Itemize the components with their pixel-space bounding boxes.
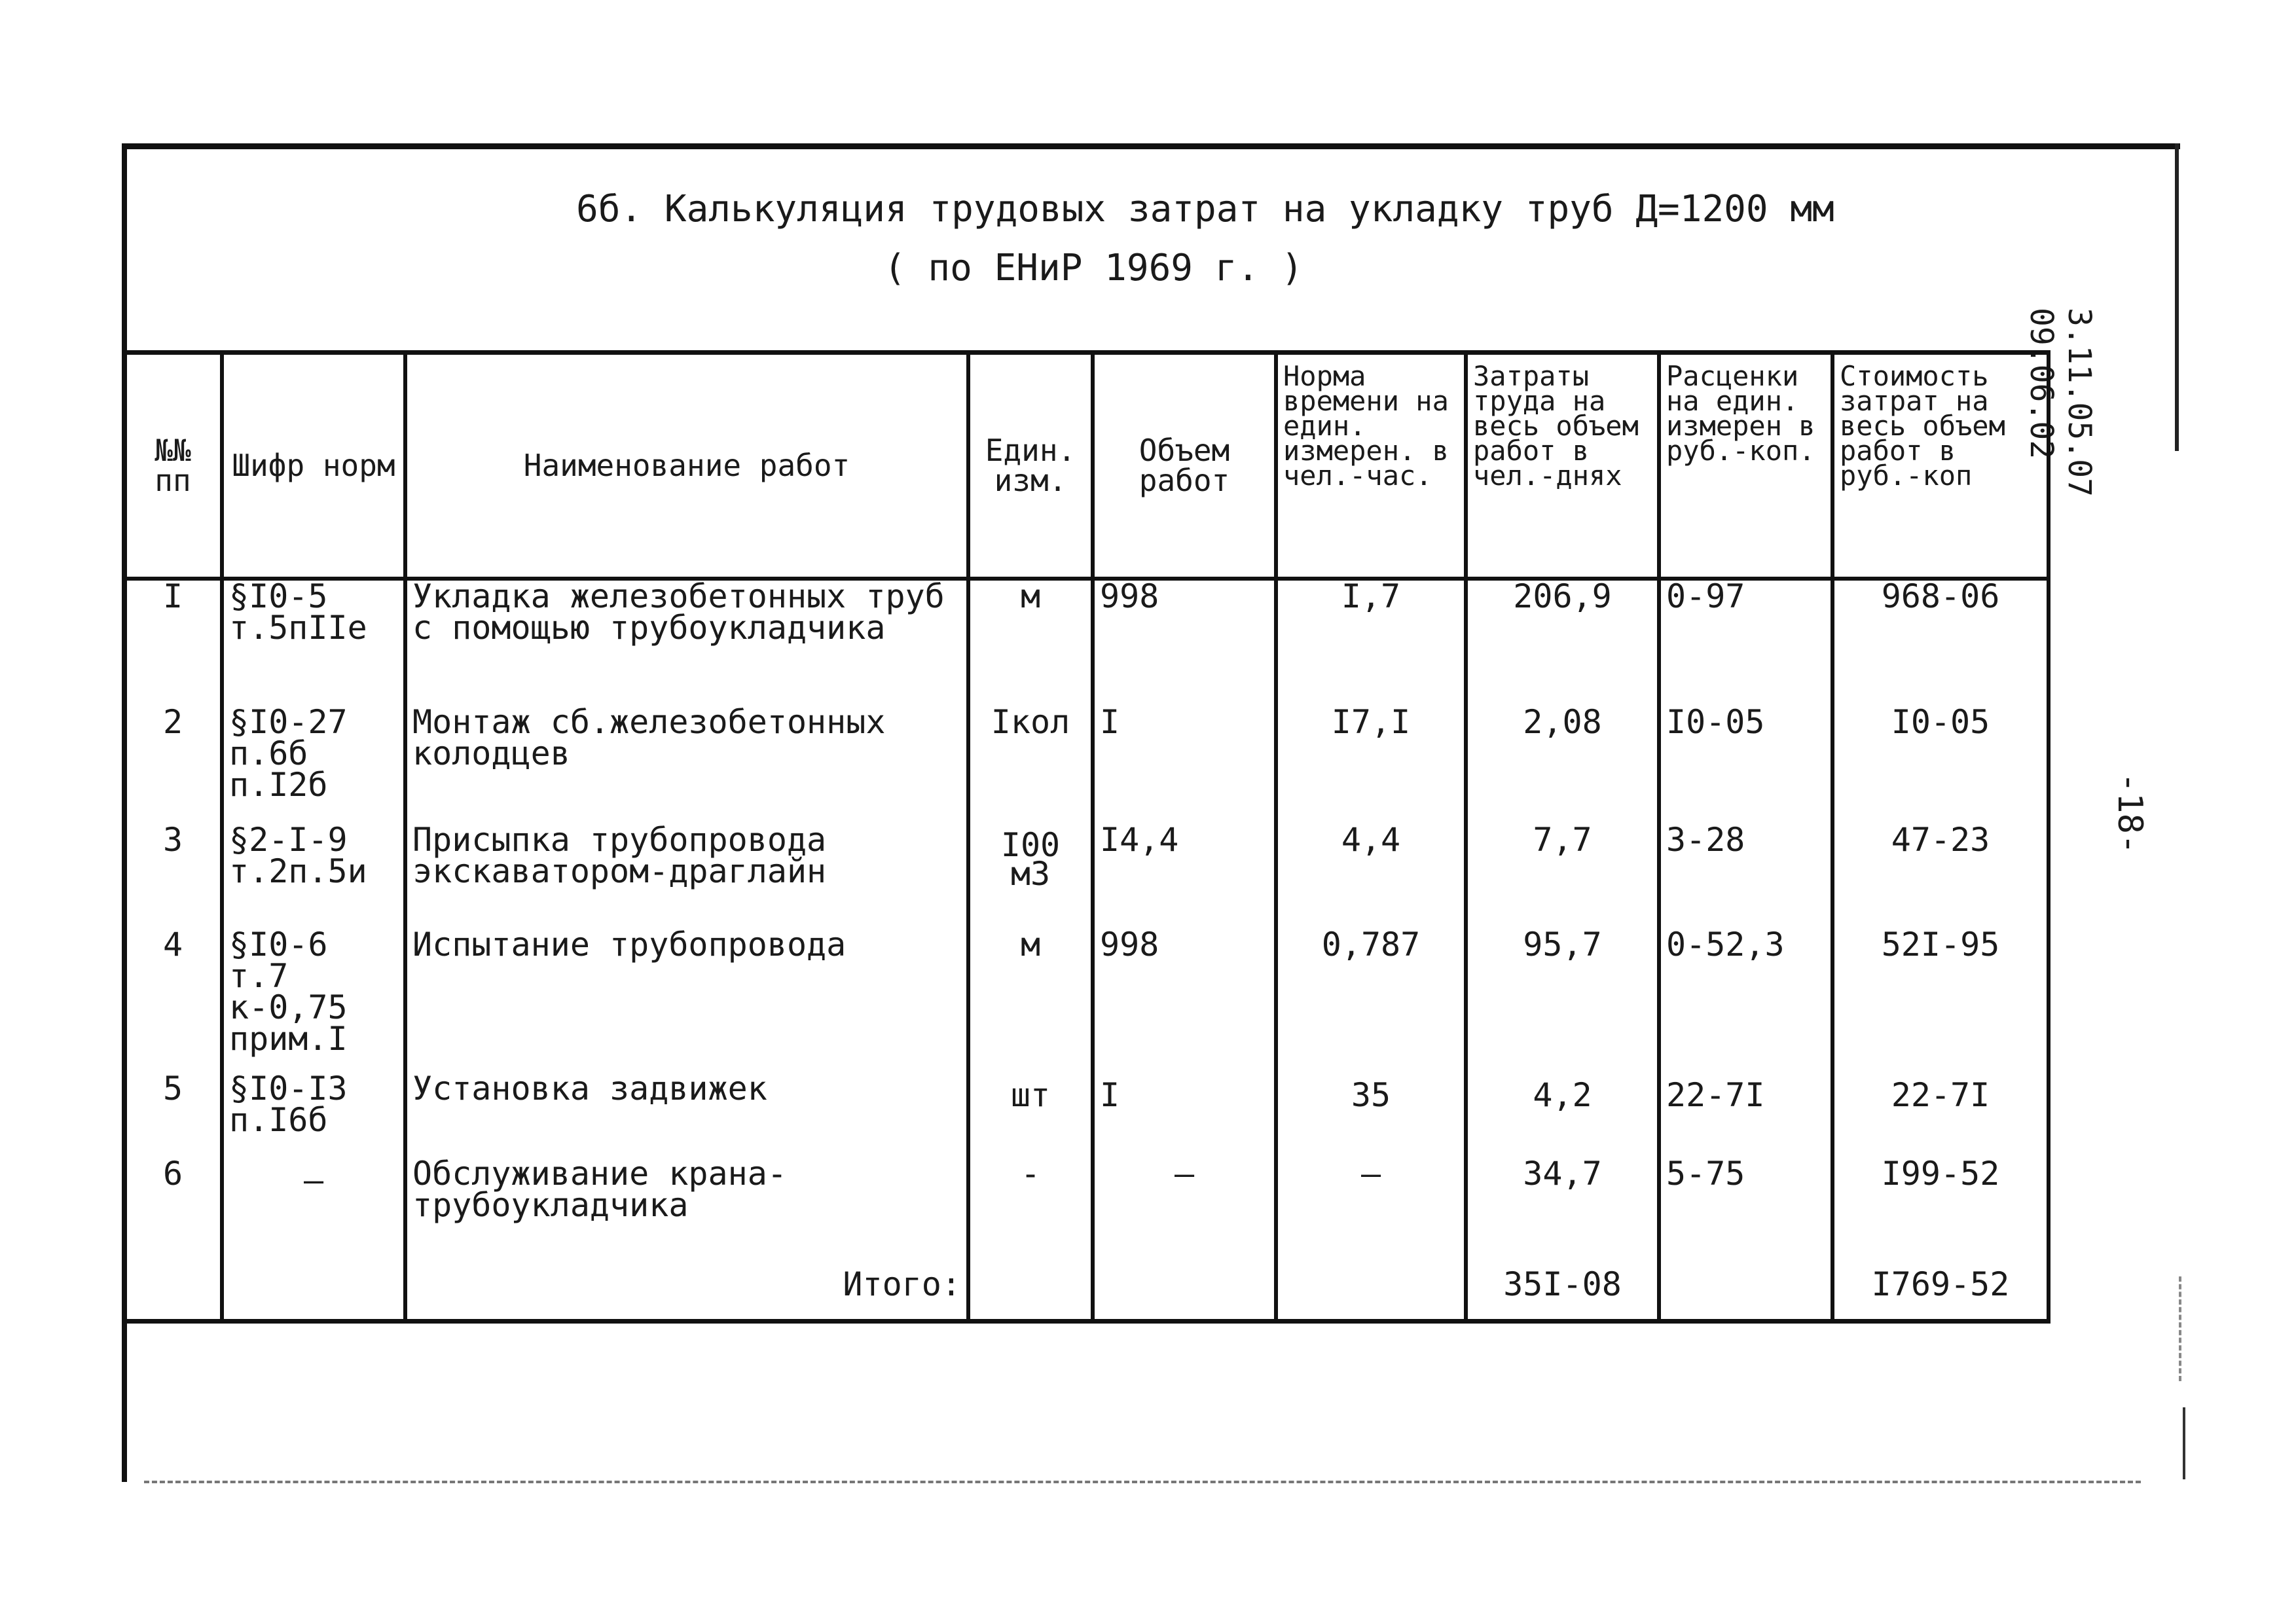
row-work-name [405, 1154, 968, 1259]
row-cost: I99-52 [1832, 1158, 2049, 1259]
row-volume: I [1093, 706, 1276, 824]
row-norm: I,7 [1276, 579, 1466, 706]
row-norm: 35 [1276, 1073, 1466, 1158]
frame-top-border [122, 143, 2180, 149]
row-norm: 0,787 [1276, 929, 1466, 1073]
header-name: Наименование работ [405, 353, 968, 579]
row-unit: шт [968, 1073, 1093, 1158]
row-cost: I0-05 [1832, 706, 2049, 824]
header-cost: Стоимость затрат на весь объем работ в руб.-коп [1832, 353, 2049, 579]
row-unit: Iкол [968, 706, 1093, 824]
row-labor: 95,7 [1466, 929, 1659, 1073]
side-code-line-1: 3.11.05.07 [2061, 308, 2098, 497]
row-number: I [124, 579, 222, 706]
row-rate: 3-28 [1659, 824, 1832, 929]
total-row [124, 1259, 2049, 1322]
row-cost: 52I-95 [1832, 929, 2049, 1073]
header-volume: Объем работ [1093, 353, 1276, 579]
row-work-name-text: Обслуживание крана-трубоукладчика [412, 1154, 787, 1224]
row-work-name: Присыпка трубопровода экскаватором-драглайн [405, 824, 968, 929]
row-code: §I0-I3 п.I6б [222, 1073, 405, 1158]
total-rate-empty [1659, 1259, 1832, 1322]
row-labor: 2,08 [1466, 706, 1659, 824]
row-cost: 47-23 [1832, 824, 2049, 929]
header-labor: Затраты труда на весь объем работ в чел.-днях [1466, 353, 1659, 579]
labor-calculation-table [122, 350, 2050, 1324]
side-code-line-2: 09.06.02 [2023, 308, 2060, 460]
row-volume: I4,4 [1093, 824, 1276, 929]
row-code: §I0-27 п.6б п.I2б [222, 706, 405, 824]
row-number: 4 [124, 929, 222, 1073]
row-cost: 22-7I [1832, 1073, 2049, 1158]
row-volume: I [1093, 1073, 1276, 1158]
table-row [124, 824, 2049, 929]
row-code: §I0-6 т.7 к-0,75 прим.I [222, 929, 405, 1073]
table-row [124, 1073, 2049, 1158]
row-work-name: Испытание трубопровода [405, 929, 968, 1073]
table-row [124, 579, 2049, 706]
row-unit: м [968, 929, 1093, 1073]
total-labor: 35I-08 [1466, 1259, 1659, 1322]
table-row [124, 1158, 2049, 1259]
row-norm: 4,4 [1276, 824, 1466, 929]
row-volume: 998 [1093, 929, 1276, 1073]
total-norm-empty [1276, 1259, 1466, 1322]
row-unit: м [968, 579, 1093, 706]
row-work-name: Укладка железобетонных труб с помощью трубоукладчика [405, 579, 968, 706]
frame-bottom-dashed-line [144, 1481, 2141, 1483]
header-code: Шифр норм [222, 353, 405, 579]
frame-right-border [2175, 143, 2179, 451]
total-code-empty [222, 1259, 405, 1322]
document-subtitle: ( по ЕНиР 1969 г. ) [884, 247, 1303, 289]
row-rate: 5-75 [1659, 1158, 1832, 1259]
row-labor: 7,7 [1466, 824, 1659, 929]
row-code: §2-I-9 т.2п.5и [222, 824, 405, 929]
row-rate: 0-52,3 [1659, 929, 1832, 1073]
header-norm: Норма времени на един. измерен. в чел.-час. [1276, 353, 1466, 579]
table-row [124, 706, 2049, 824]
row-code: — [222, 1158, 405, 1259]
row-labor: 34,7 [1466, 1158, 1659, 1259]
row-code: §I0-5 т.5пIIе [222, 579, 405, 706]
total-unit-empty [968, 1259, 1093, 1322]
row-work-name: Монтаж сб.железобетонных колодцев [405, 706, 968, 824]
row-unit: - [968, 1158, 1093, 1259]
header-rate: Расценки на един. измерен в руб.-коп. [1659, 353, 1832, 579]
row-labor: 206,9 [1466, 579, 1659, 706]
frame-right-dashed-line [2179, 1276, 2181, 1381]
total-cost: I769-52 [1832, 1259, 2049, 1322]
header-unit: Един. изм. [968, 353, 1093, 579]
row-rate: 0-97 [1659, 579, 1832, 706]
page-number: -18- [2110, 772, 2149, 855]
row-number: 3 [124, 824, 222, 929]
row-cost: 968-06 [1832, 579, 2049, 706]
document-title: 6б. Калькуляция трудовых затрат на укладку труб Д=1200 мм [576, 188, 1834, 230]
row-unit: I00 м3 [968, 824, 1093, 929]
total-label: Итого: [405, 1259, 968, 1322]
row-number: 2 [124, 706, 222, 824]
table-header-row [124, 353, 2049, 579]
row-rate: I0-05 [1659, 706, 1832, 824]
row-work-name: Установка задвижек [405, 1073, 968, 1158]
row-norm: I7,I [1276, 706, 1466, 824]
total-no-empty [124, 1259, 222, 1322]
row-number: 6 [124, 1158, 222, 1259]
row-number: 5 [124, 1073, 222, 1158]
total-volume-empty [1093, 1259, 1276, 1322]
row-volume: 998 [1093, 579, 1276, 706]
row-norm: — [1276, 1158, 1466, 1259]
row-rate: 22-7I [1659, 1073, 1832, 1158]
frame-right-border-lower [2183, 1407, 2185, 1479]
row-volume: — [1093, 1158, 1276, 1259]
table-row [124, 929, 2049, 1073]
header-no: №№ пп [124, 353, 222, 579]
row-labor: 4,2 [1466, 1073, 1659, 1158]
